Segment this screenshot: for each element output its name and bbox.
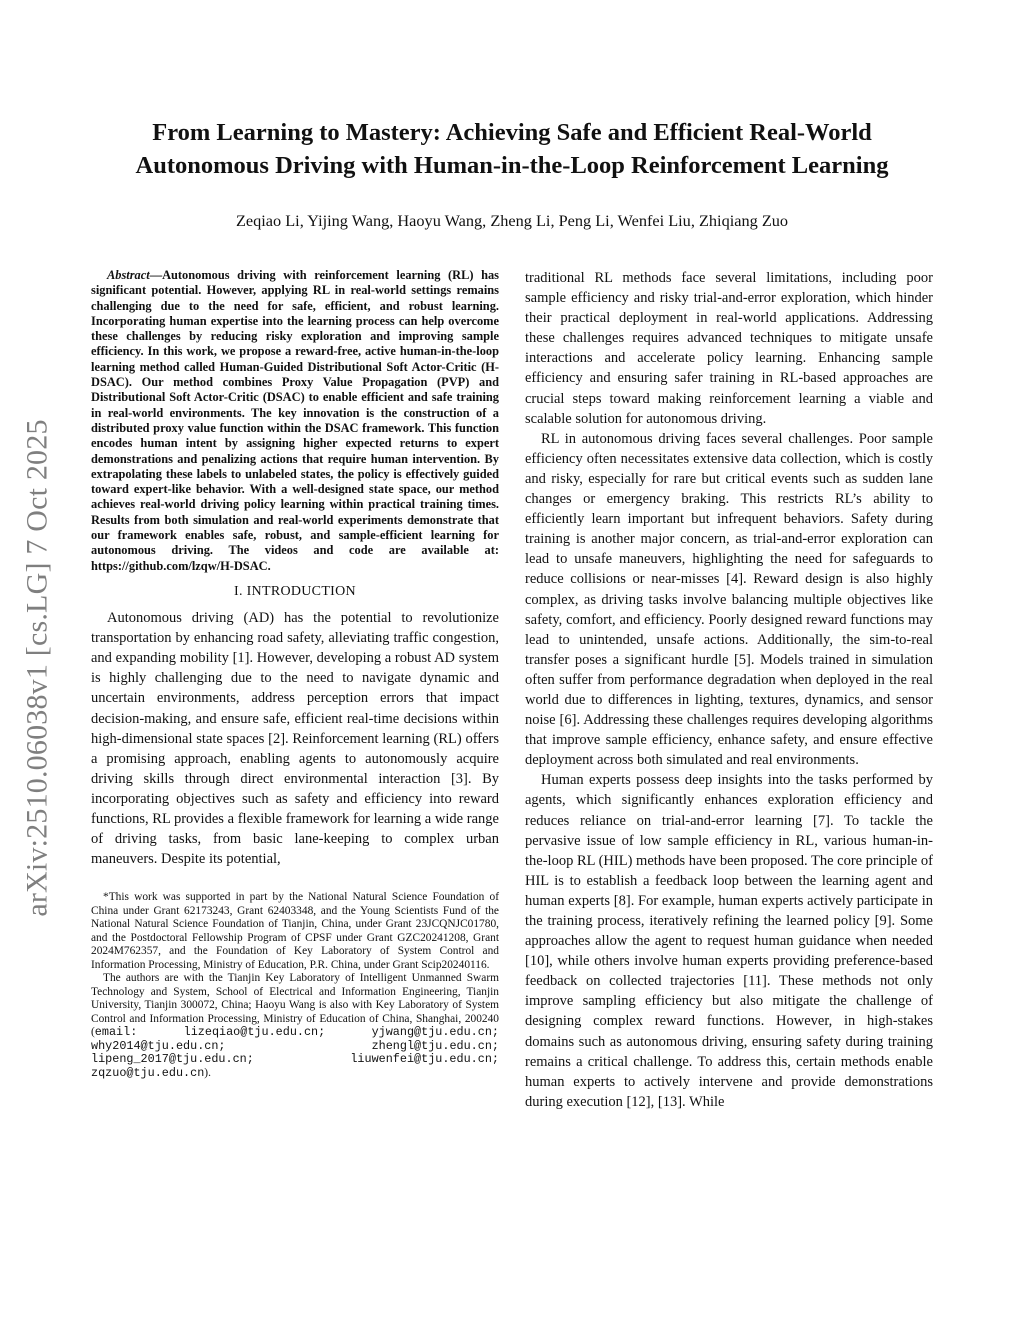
section-heading-introduction: I. INTRODUCTION: [234, 583, 356, 599]
intro-paragraph-2: traditional RL methods face several limitations, including poor sample efficiency and risky trial-and-error exploration, which hinder their practical deployment in real-world applications. Addressing these challenges requires advanced techniques to mitigate unsafe interactions and accelerate policy learning. Enhancing sample efficiency and ensuring safer training in RL-based approaches are crucial steps toward making reinforcement learning a viable and scalable solution for autonomous driving.: [525, 270, 933, 427]
footnote: [91, 891, 499, 1080]
intro-paragraph-3: RL in autonomous driving faces several challenges. Poor sample efficiency often necessitates extensive data collection, which is costly and risky, especially for rare but critical events such as sudden lane changes or emergency braking. This restricts RL’s ability to efficiently learn important but infrequent behaviors. Safety during training is another major concern, as trial-and-error exploration can lead to unsafe maneuvers, highlighting the need for safeguards to reduce collisions or near-misses [4]. Reward design is also highly complex, as driving tasks involve balancing multiple objectives like safety, comfort, and efficiency. Poorly designed reward functions may lead to unintended, unsafe actions. Additionally, the sim-to-real transfer poses a significant hurdle [5]. Models trained in simulation often suffer from performance degradation when deployed in the real world due to differences in lighting, textures, dynamics, and sensor noise [6]. Addressing these challenges requires developing algorithms that improve sample efficiency, enhance safety, and ensure effective deployment across both simulated and real environments.: [525, 430, 933, 769]
footnote-emails: email: lizeqiao@tju.edu.cn; yjwang@tju.edu.cn; why2014@tju.edu.cn; zhengl@tju.edu.cn; lipeng_2017@tju.edu.cn; liuwenfei@tju.edu.cn; zqzuo@tju.edu.cn: [91, 1025, 499, 1080]
abstract-text: —Autonomous driving with reinforcement learning (RL) has significant potential. However, applying RL in real-world settings remains challenging due to the need for safe, efficient, and robust learning. Incorporating human expertise into the learning process can help overcome these challenges by reducing risky exploration and improving sample efficiency. In this work, we propose a reward-free, active human-in-the-loop learning method called Human-Guided Distributional Soft Actor-Critic (H-DSAC). Our method combines Proxy Value Propagation (PVP) and Distributional Soft Actor-Critic (DSAC) to enable efficient and safe training in real-world environments. The key innovation is the construction of a distributed proxy value function within the DSAC framework. This function encodes human intent by assigning higher expected returns to expert demonstrations and penalizing actions that require human intervention. By extrapolating these labels to unlabeled states, the policy is effectively guided toward expert-like behavior. With a well-designed state space, our method achieves real-world driving policy learning within practical training times. Results from both simulation and real-world experiments demonstrate that our framework enables safe, robust, and sample-efficient learning for autonomous driving. The videos and code are available at: https://github.com/lzqw/H-DSAC.: [91, 268, 499, 573]
footnote-end: ).: [204, 1066, 211, 1079]
arxiv-id-text: arXiv:2510.06038v1 [cs.LG] 7 Oct 2025: [21, 419, 55, 917]
intro-paragraph-1: Autonomous driving (AD) has the potential to revolutionize transportation by enhancing road safety, alleviating traffic congestion, and expanding mobility [1]. However, developing a robust AD system is highly challenging due to the need to navigate dynamic and uncertain environments, address perception errors that impact decision-making, and ensure safe, efficient real-time decisions within high-dimensional state spaces [2]. Reinforcement learning (RL) offers a promising approach, enabling agents to autonomously acquire driving skills through direct environmental interaction [3]. By incorporating objectives such as safety and efficiency into reward functions, RL provides a flexible framework for learning a wide range of driving tasks, from basic lane-keeping to complex urban maneuvers. Despite its potential,: [91, 610, 499, 868]
paper-title: [60, 116, 964, 182]
title-line-1: From Learning to Mastery: Achieving Safe and Efficient Real-World: [152, 119, 872, 146]
footnote-affiliation: [91, 972, 499, 1080]
intro-paragraph-4: Human experts possess deep insights into the tasks performed by agents, which significantly enhances exploration efficiency and reduces reliance on trial-and-error learning [7]. To tackle the pervasive issue of low sample efficiency in RL, various human-in-the-loop RL (HIL) methods have been proposed. The core principle of HIL is to establish a feedback loop between the learning agent and human experts [8]. For example, human experts actively participate in the training process, iteratively refining the learned policy [9]. Some approaches allow the agent to request human guidance when needed [10], while others involve human experts providing preference-based feedback on collected trajectories [11]. These methods not only improve sampling efficiency but also mitigate the challenge of designing complex reward functions. However, in high-stakes domains such as autonomous driving, ensuring safety during training remains a critical challenge. To address this, certain methods enable human experts to actively intervene and provide demonstrations during execution [12], [13]. While: [525, 772, 933, 1110]
title-line-2: Autonomous Driving with Human-in-the-Loop Reinforcement Learning: [135, 152, 889, 179]
arxiv-identifier: [18, 378, 58, 958]
abstract: [91, 268, 499, 574]
right-column: [525, 268, 933, 1112]
footnote-funding: *This work was supported in part by the National Natural Science Foundation of China under Grant 62173243, Grant 62403348, and the Young Scientists Fund of the National Natural Science Foundation of Tianjin, China, under Grant 23JCQNJC01780, and the Postdoctoral Fellowship Program of CPSF under Grant GZC20241208, Grant 2024M762357, and the Foundation of Key Laboratory of System Control and Information Processing, Ministry of Education, P.R. China, under Grant Scip20240116.: [91, 891, 499, 971]
footnote-affiliation-text: The authors are with the Tianjin Key Laboratory of Intelligent Unmanned Swarm Technology and System, School of Electrical and Information Engineering, Tianjin University, Tianjin 300072, China; Haoyu Wang is also with Key Laboratory of System Control and Information Processing, Ministry of Education of China, Shanghai, 200240 (: [91, 972, 499, 1039]
left-column: [91, 268, 499, 1080]
abstract-label: Abstract: [107, 268, 150, 282]
author-list: Zeqiao Li, Yijing Wang, Haoyu Wang, Zheng Li, Peng Li, Wenfei Liu, Zhiqiang Zuo: [235, 211, 789, 230]
